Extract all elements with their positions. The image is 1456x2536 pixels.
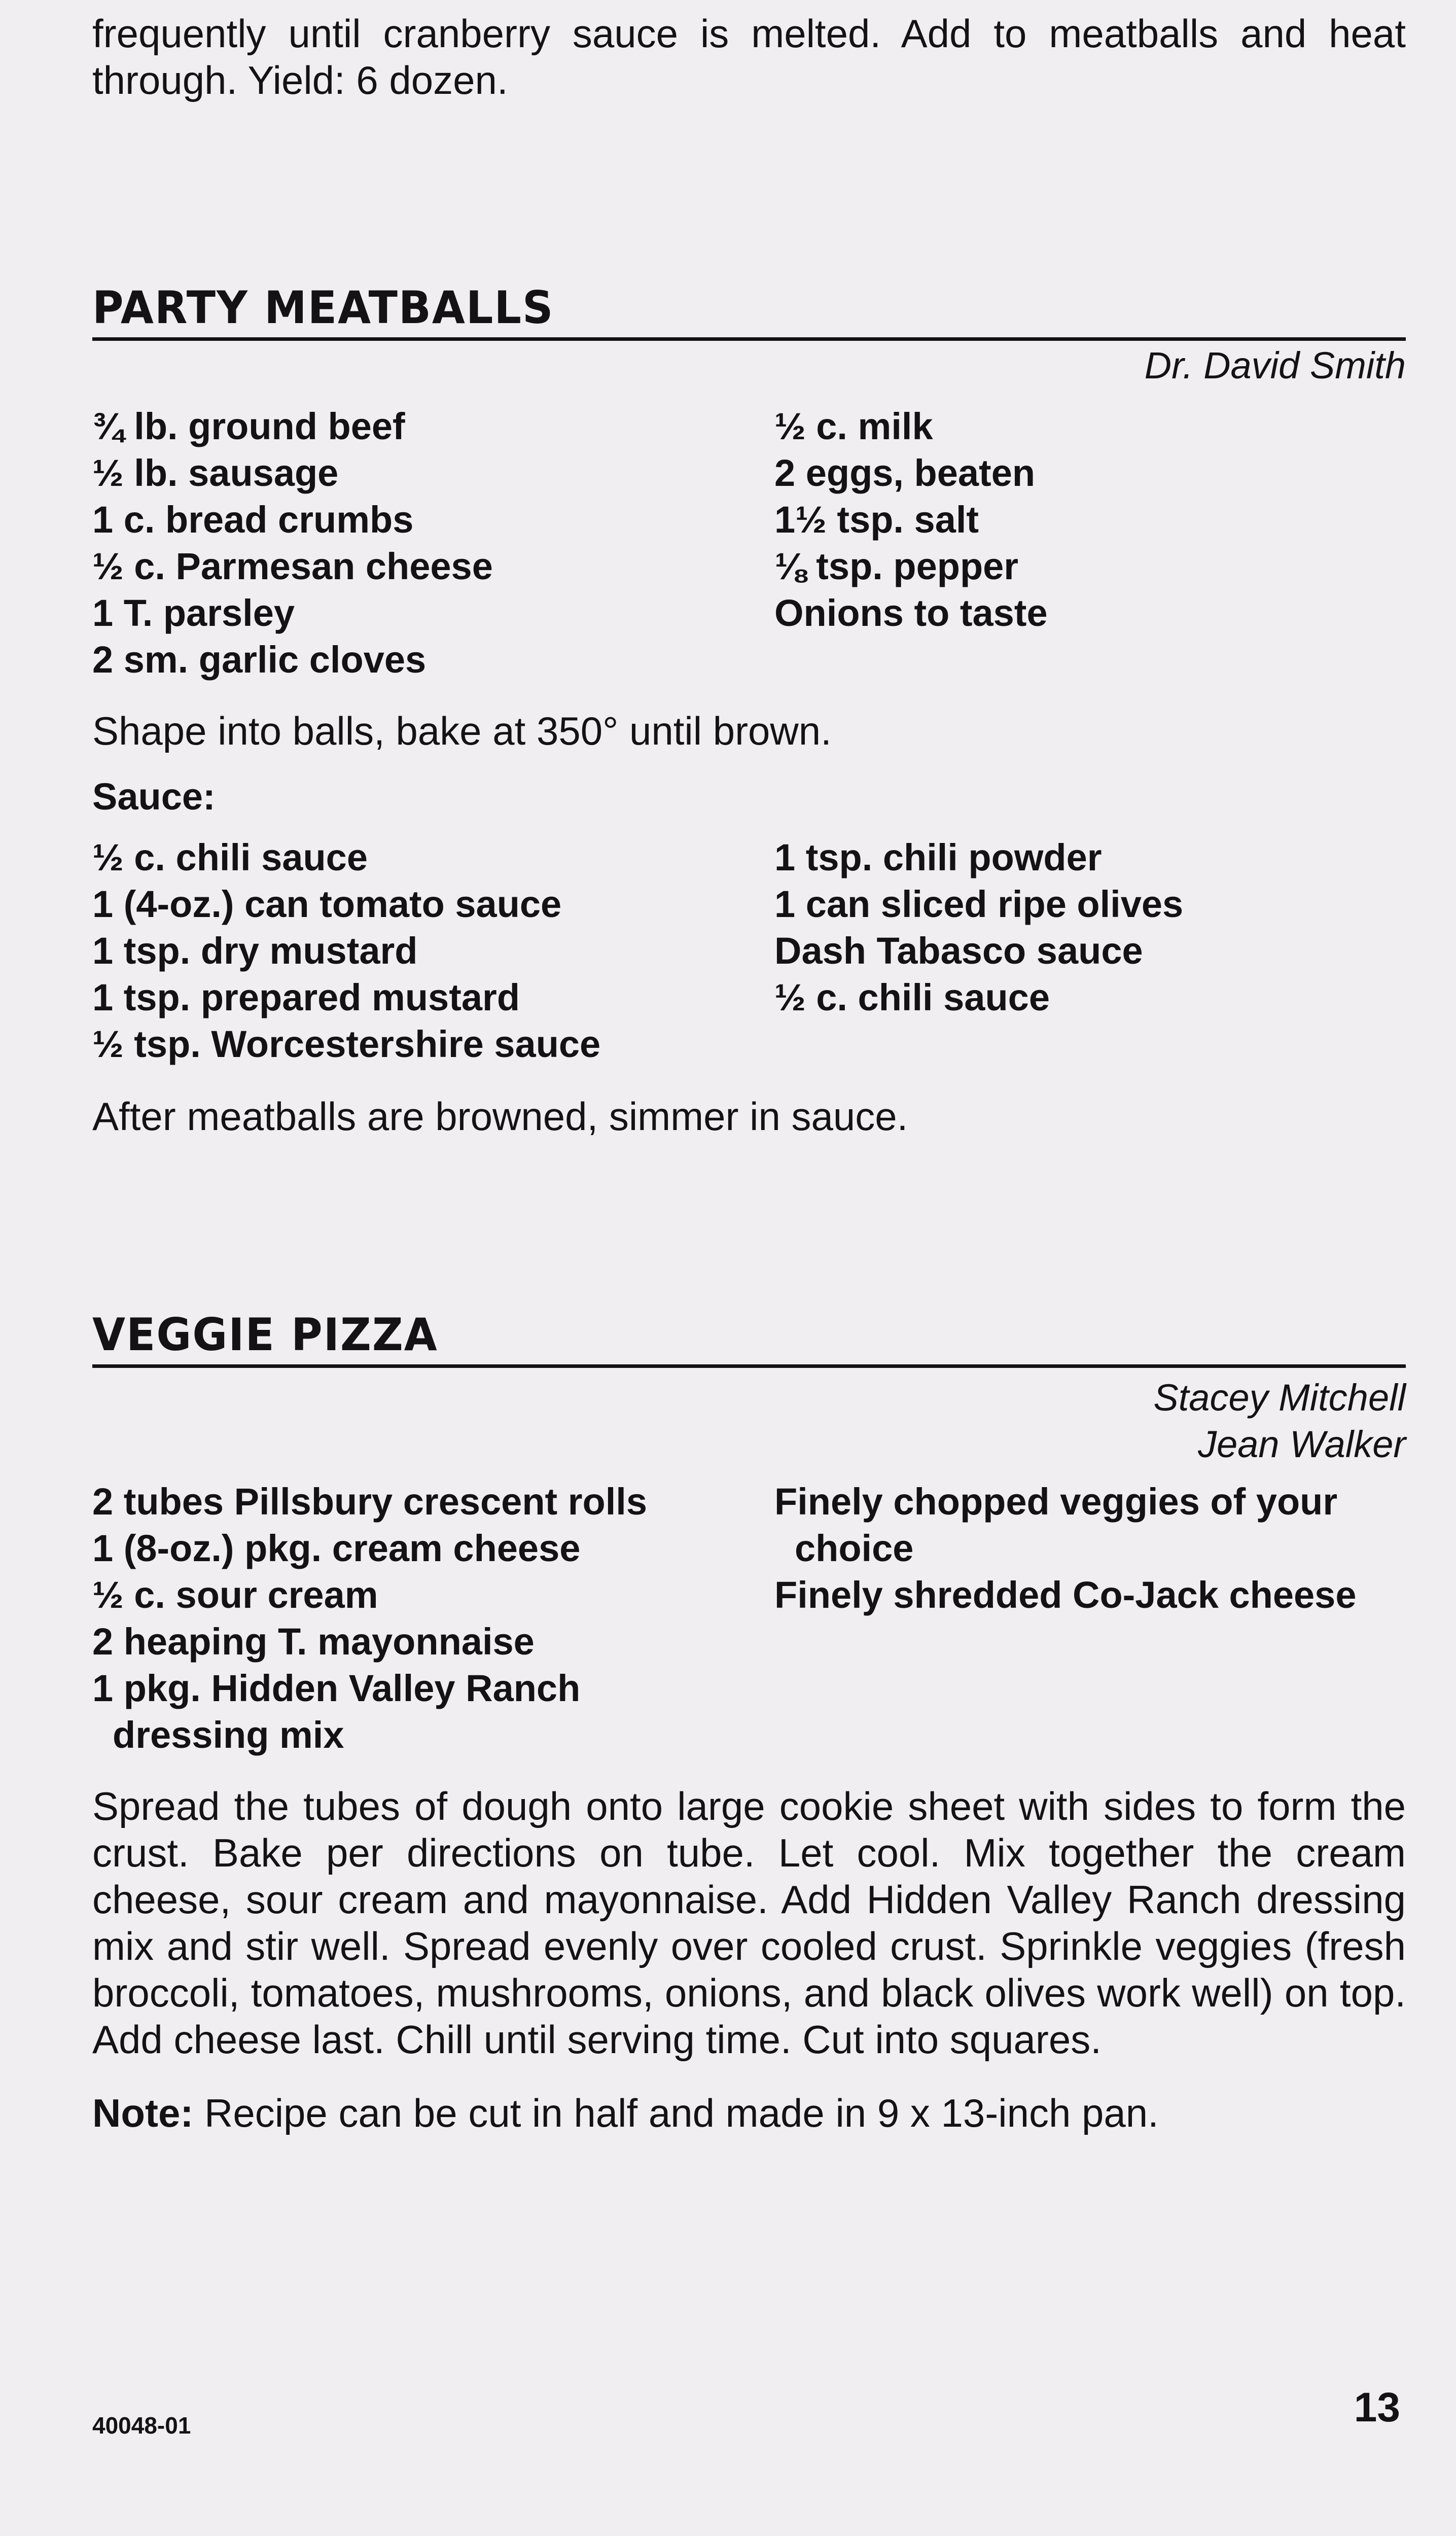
sauce-left-column — [92, 834, 762, 1068]
sauce-ingredient-item: 1 tsp. chili powder — [774, 836, 1102, 878]
sauce-instructions-text: After meatballs are browned, simmer in sauce. — [92, 1094, 908, 1139]
ingredient-item: dressing mix — [113, 1714, 344, 1756]
sauce-ingredient-item: 1 tsp. dry mustard — [92, 930, 418, 972]
veggie-pizza-header — [92, 1296, 1406, 1368]
ingredient-item: Finely chopped veggies of your — [774, 1481, 1338, 1523]
party-meatballs-title: PARTY MEATBALLS — [92, 281, 554, 334]
sauce-ingredient-item: Dash Tabasco sauce — [774, 930, 1143, 972]
footer-code: 40048-01 — [92, 2412, 191, 2439]
ingredient-item: 1 T. parsley — [92, 592, 295, 634]
ingredient-item: Onions to taste — [774, 592, 1048, 634]
ingredient-item: ½ c. milk — [774, 405, 933, 447]
ingredient-item: 2 eggs, beaten — [774, 452, 1036, 494]
veggie-pizza-ingredients — [92, 1478, 1406, 1763]
ingredient-item: choice — [795, 1527, 914, 1569]
sauce-label: Sauce: — [92, 776, 216, 818]
ingredient-item: 2 sm. garlic cloves — [92, 639, 427, 681]
sauce-heading — [92, 773, 1406, 820]
sauce-ingredients — [92, 834, 1406, 1073]
sauce-ingredient-item: 1 can sliced ripe olives — [774, 883, 1184, 925]
ingredient-item: ½ lb. sausage — [92, 452, 339, 494]
recipe-author: Stacey Mitchell — [1153, 1377, 1406, 1419]
ingredient-item: ⅛ tsp. pepper — [774, 545, 1019, 587]
sauce-ingredient-item: 1 (4-oz.) can tomato sauce — [92, 883, 562, 925]
sauce-ingredient-item: ½ c. chili sauce — [774, 976, 1050, 1018]
intro-paragraph — [92, 10, 1406, 103]
ingredient-item: ¾ lb. ground beef — [92, 405, 405, 447]
veggie-pizza-author-block — [92, 1375, 1406, 1471]
intro-text: frequently until cranberry sauce is melted. Add to meatballs and heat through. Yield: 6 dozen. — [92, 11, 1406, 102]
sauce-right-column — [774, 834, 1408, 1021]
sauce-ingredient-item: ½ tsp. Worcestershire sauce — [92, 1023, 601, 1065]
party-meatballs-instructions — [92, 708, 1406, 754]
recipe-author: Dr. David Smith — [1144, 344, 1406, 386]
instructions-text: Spread the tubes of dough onto large cookie sheet with sides to form the crust. Bake per directions on tube. Let cool. Mix together the cream cheese, sour cream and mayonnaise. Add Hidden Valley Ranch dressing mix and stir well. Spread evenly over cooled crust. Sprinkle veggies (fresh broccoli, tomatoes, mushrooms, onions, and black olives work well) on top. Add cheese last. Chill until serving time. Cut into squares. — [92, 1784, 1406, 2062]
ingredient-item: 2 heaping T. mayonnaise — [92, 1621, 535, 1663]
ingredients-left-column — [92, 1478, 762, 1758]
ingredient-item: Finely shredded Co-Jack cheese — [774, 1574, 1357, 1616]
ingredient-item: ½ c. sour cream — [92, 1574, 378, 1616]
sauce-ingredient-item: 1 tsp. prepared mustard — [92, 976, 520, 1018]
sauce-ingredient-item: ½ c. chili sauce — [92, 836, 368, 878]
note-paragraph — [92, 2090, 1406, 2136]
ingredients-right-column — [774, 1478, 1408, 1618]
ingredient-item: 1 pkg. Hidden Valley Ranch — [92, 1667, 581, 1709]
ingredient-item: 1½ tsp. salt — [774, 499, 979, 541]
note-label: Note: — [92, 2091, 194, 2135]
veggie-pizza-instructions — [92, 1783, 1406, 2063]
party-meatballs-header — [92, 271, 1406, 341]
ingredients-right-column — [774, 403, 1408, 637]
note-text: Recipe can be cut in half and made in 9 x 13-inch pan. — [204, 2091, 1159, 2135]
instructions-text: Shape into balls, bake at 350° until brown. — [92, 709, 832, 753]
veggie-pizza-title: VEGGIE PIZZA — [92, 1309, 438, 1361]
ingredient-item: 1 c. bread crumbs — [92, 499, 414, 541]
ingredient-item: 1 (8-oz.) pkg. cream cheese — [92, 1527, 581, 1569]
ingredient-item: ½ c. Parmesan cheese — [92, 545, 493, 587]
sauce-instructions — [92, 1093, 1406, 1140]
party-meatballs-author-block — [92, 342, 1406, 393]
party-meatballs-ingredients — [92, 403, 1406, 687]
ingredient-item: 2 tubes Pillsbury crescent rolls — [92, 1481, 647, 1523]
page-number: 13 — [1354, 2384, 1400, 2431]
recipe-author: Jean Walker — [1198, 1423, 1406, 1465]
ingredients-left-column — [92, 403, 762, 683]
veggie-pizza-note — [92, 2090, 1406, 2136]
